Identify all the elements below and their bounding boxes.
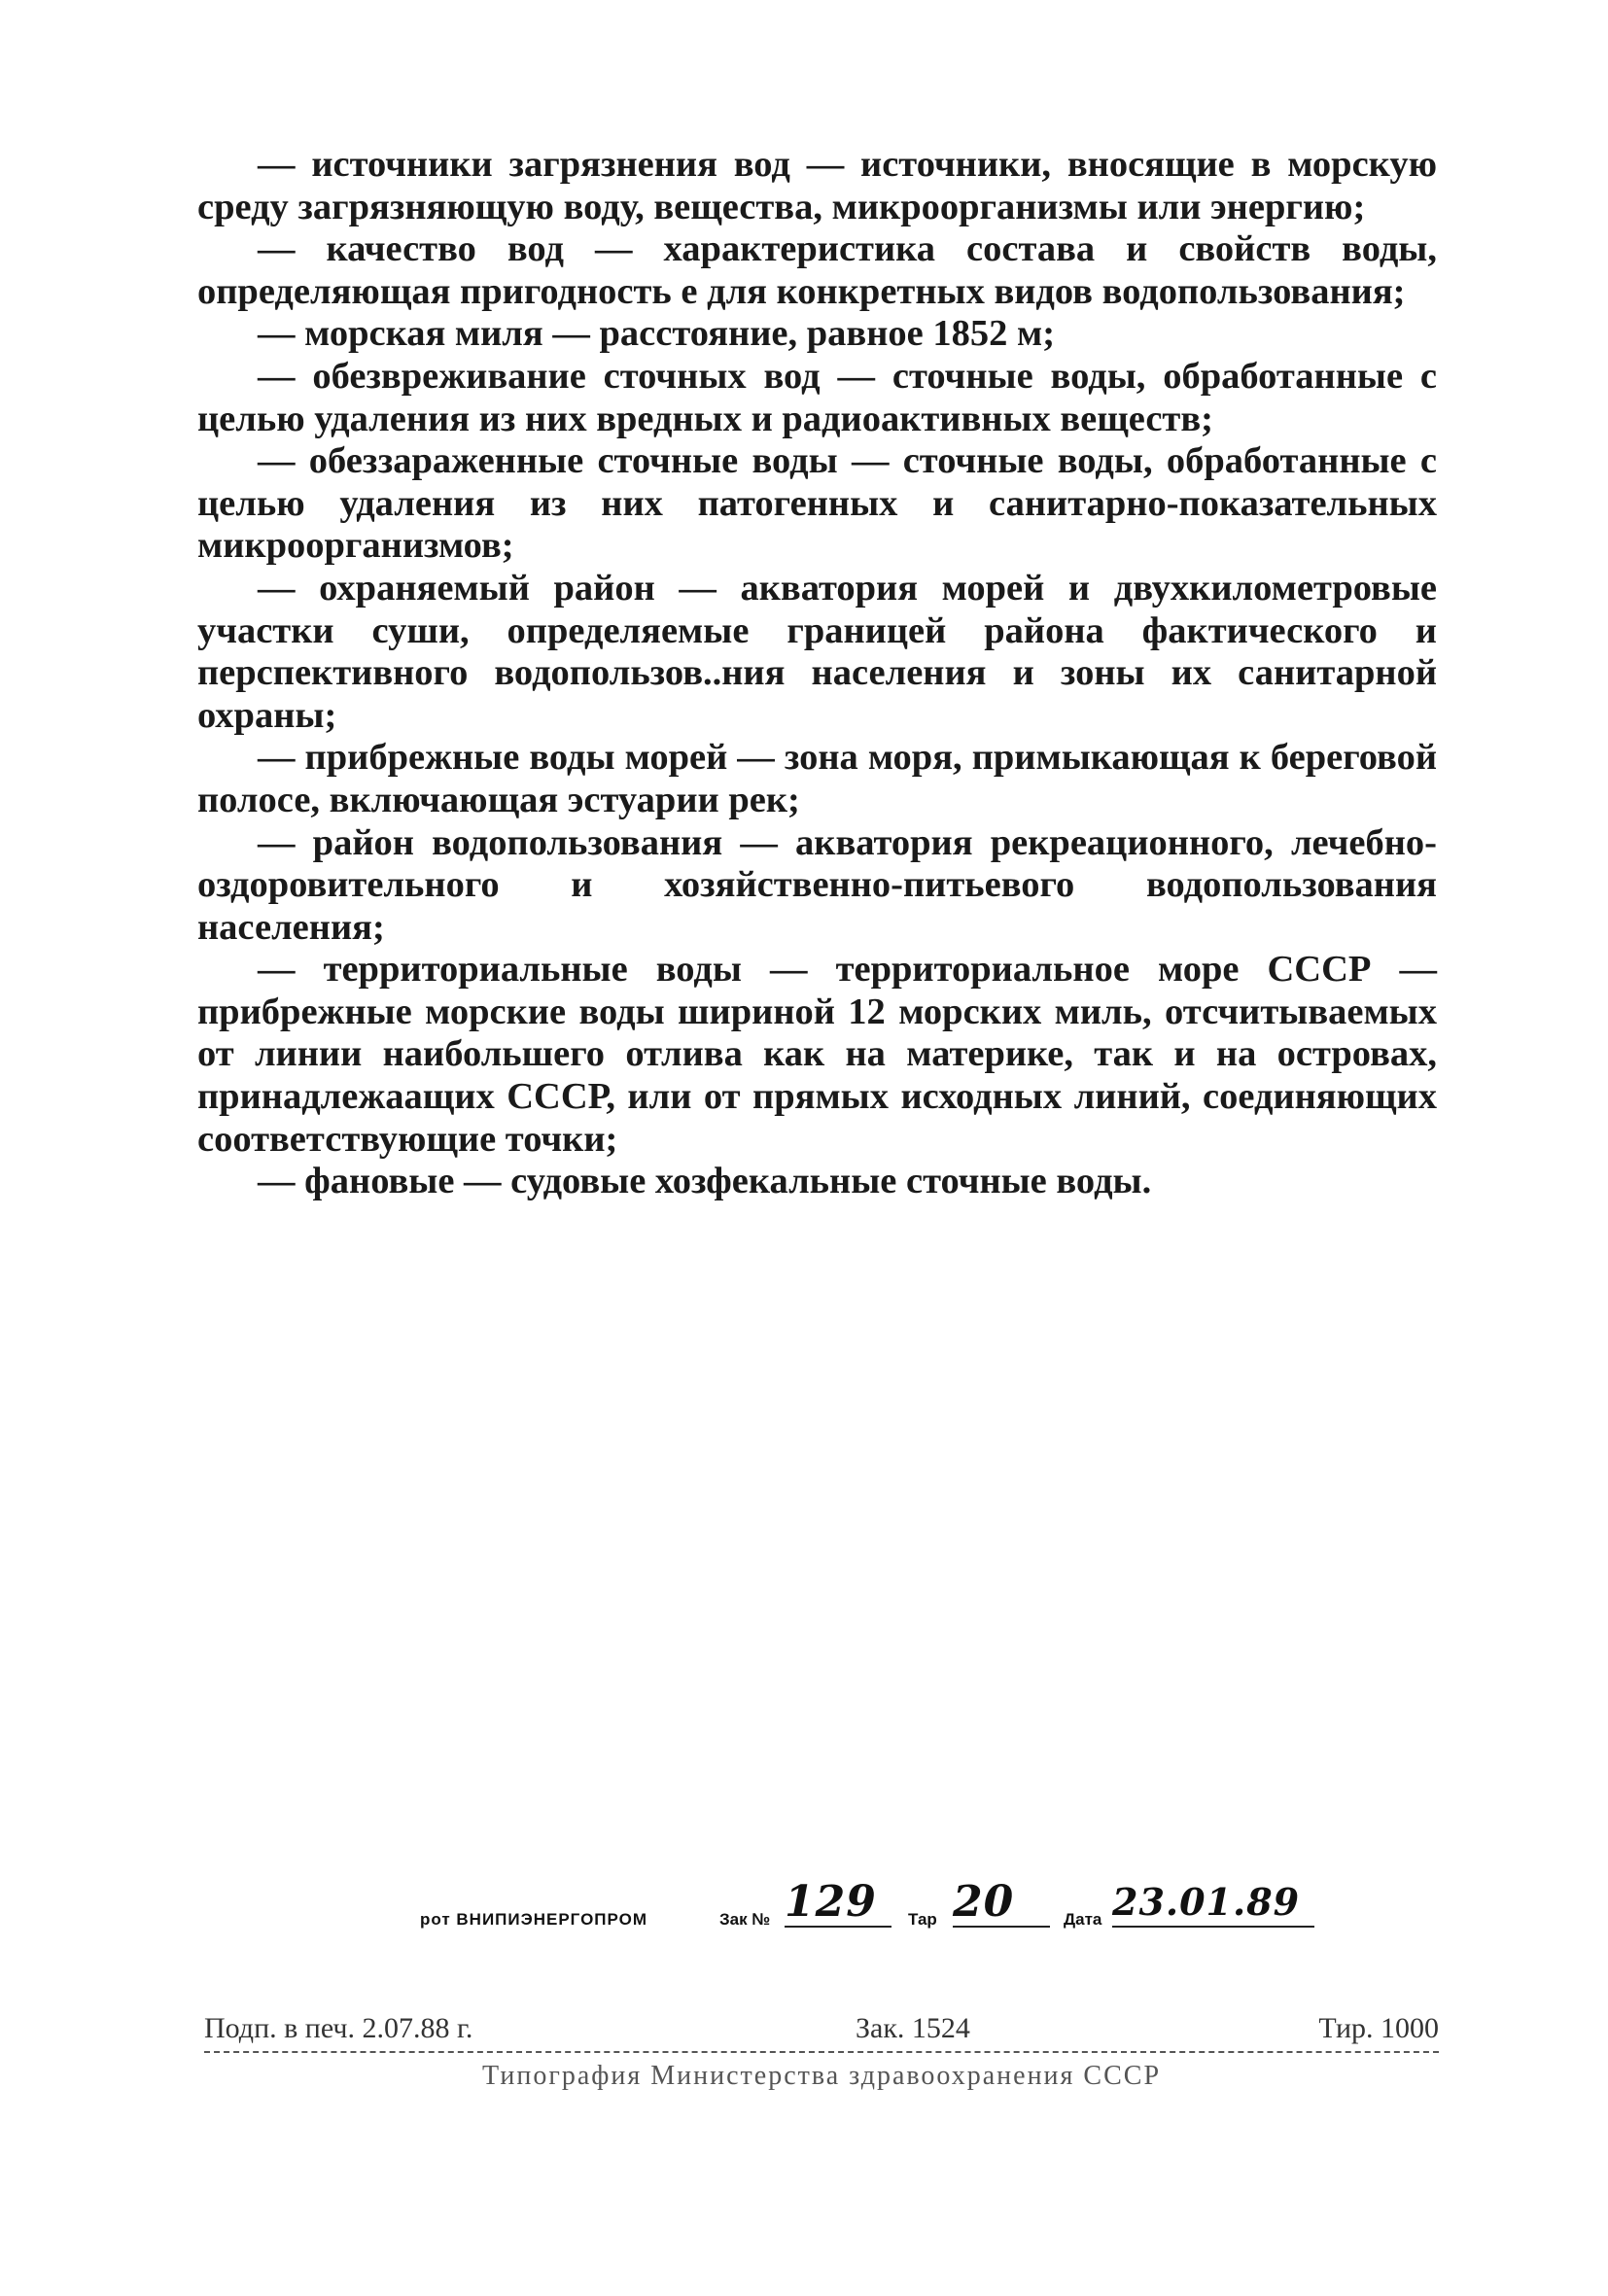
stamp-order-value: 129: [785, 1881, 891, 1928]
definition-water-quality: — качество вод — характеристика состава и свойств воды, определяющая пригодность е для конкретных видов водопользования;: [197, 228, 1437, 312]
imprint-order: Зак. 1524: [856, 2012, 970, 2044]
imprint-printer: Типография Министерства здравоохранения СССР: [481, 2061, 1162, 2091]
definition-disinfected-water: — обеззараженные сточные воды — сточные воды, обработанные с целью удаления из них патогенных и санитарно-показательных микроорганизмов;: [197, 440, 1437, 567]
print-order-stamp: [420, 1877, 1314, 1939]
definition-protected-area: — охраняемый район — акватория морей и двухкилометровые участки суши, определяемые границей района фактического и перспективного водопользов..ния населения и зоны их санитарной охраны;: [197, 567, 1437, 736]
definition-coastal-waters: — прибрежные воды морей — зона моря, примыкающая к береговой полосе, включающая эстуарии рек;: [197, 737, 1437, 820]
stamp-run-label: Тар: [908, 1910, 937, 1929]
definitions-list: [197, 144, 1437, 1203]
stamp-order-label: Зак №: [719, 1910, 771, 1929]
stamp-date-value: 23.01.89: [1112, 1881, 1314, 1928]
imprint-row: [204, 2012, 1439, 2053]
definition-nautical-mile: — морская миля — расстояние, равное 1852 м;: [258, 313, 1056, 355]
definition-neutralization: — обезвреживание сточных вод — сточные воды, обработанные с целью удаления из них вредных и радиоактивных веществ;: [197, 355, 1437, 439]
stamp-organization: рот ВНИПИЭНЕРГОПРОМ: [420, 1910, 648, 1929]
imprint-block: [204, 2012, 1439, 2092]
definition-pollution-sources: — источники загрязнения вод — источники, вносящие в морскую среду загрязняющую воду, вещества, микроорганизмы или энергию;: [197, 144, 1437, 227]
imprint-signed: Подп. в печ. 2.07.88 г.: [204, 2012, 473, 2044]
stamp-run-value: 20: [953, 1881, 1050, 1928]
imprint-run: Тир. 1000: [1318, 2012, 1439, 2044]
definition-fan-waters: — фановые — судовые хозфекальные сточные воды.: [258, 1161, 1152, 1202]
definition-territorial-waters: — территориальные воды — территориальное море СССР — прибрежные морские воды шириной 12 морских миль, отсчитываемых от линии наибольшего отлива как на материке, так и на островах, принадлежаащих СССР, или от прямых исходных линий, соединяющих соответствующие точки;: [197, 949, 1437, 1160]
definition-water-use-area: — район водопользования — акватория рекреационного, лечебно-оздоровительного и хозяйственно-питьевого водопользования населения;: [197, 821, 1437, 948]
stamp-date-label: Дата: [1064, 1910, 1102, 1929]
